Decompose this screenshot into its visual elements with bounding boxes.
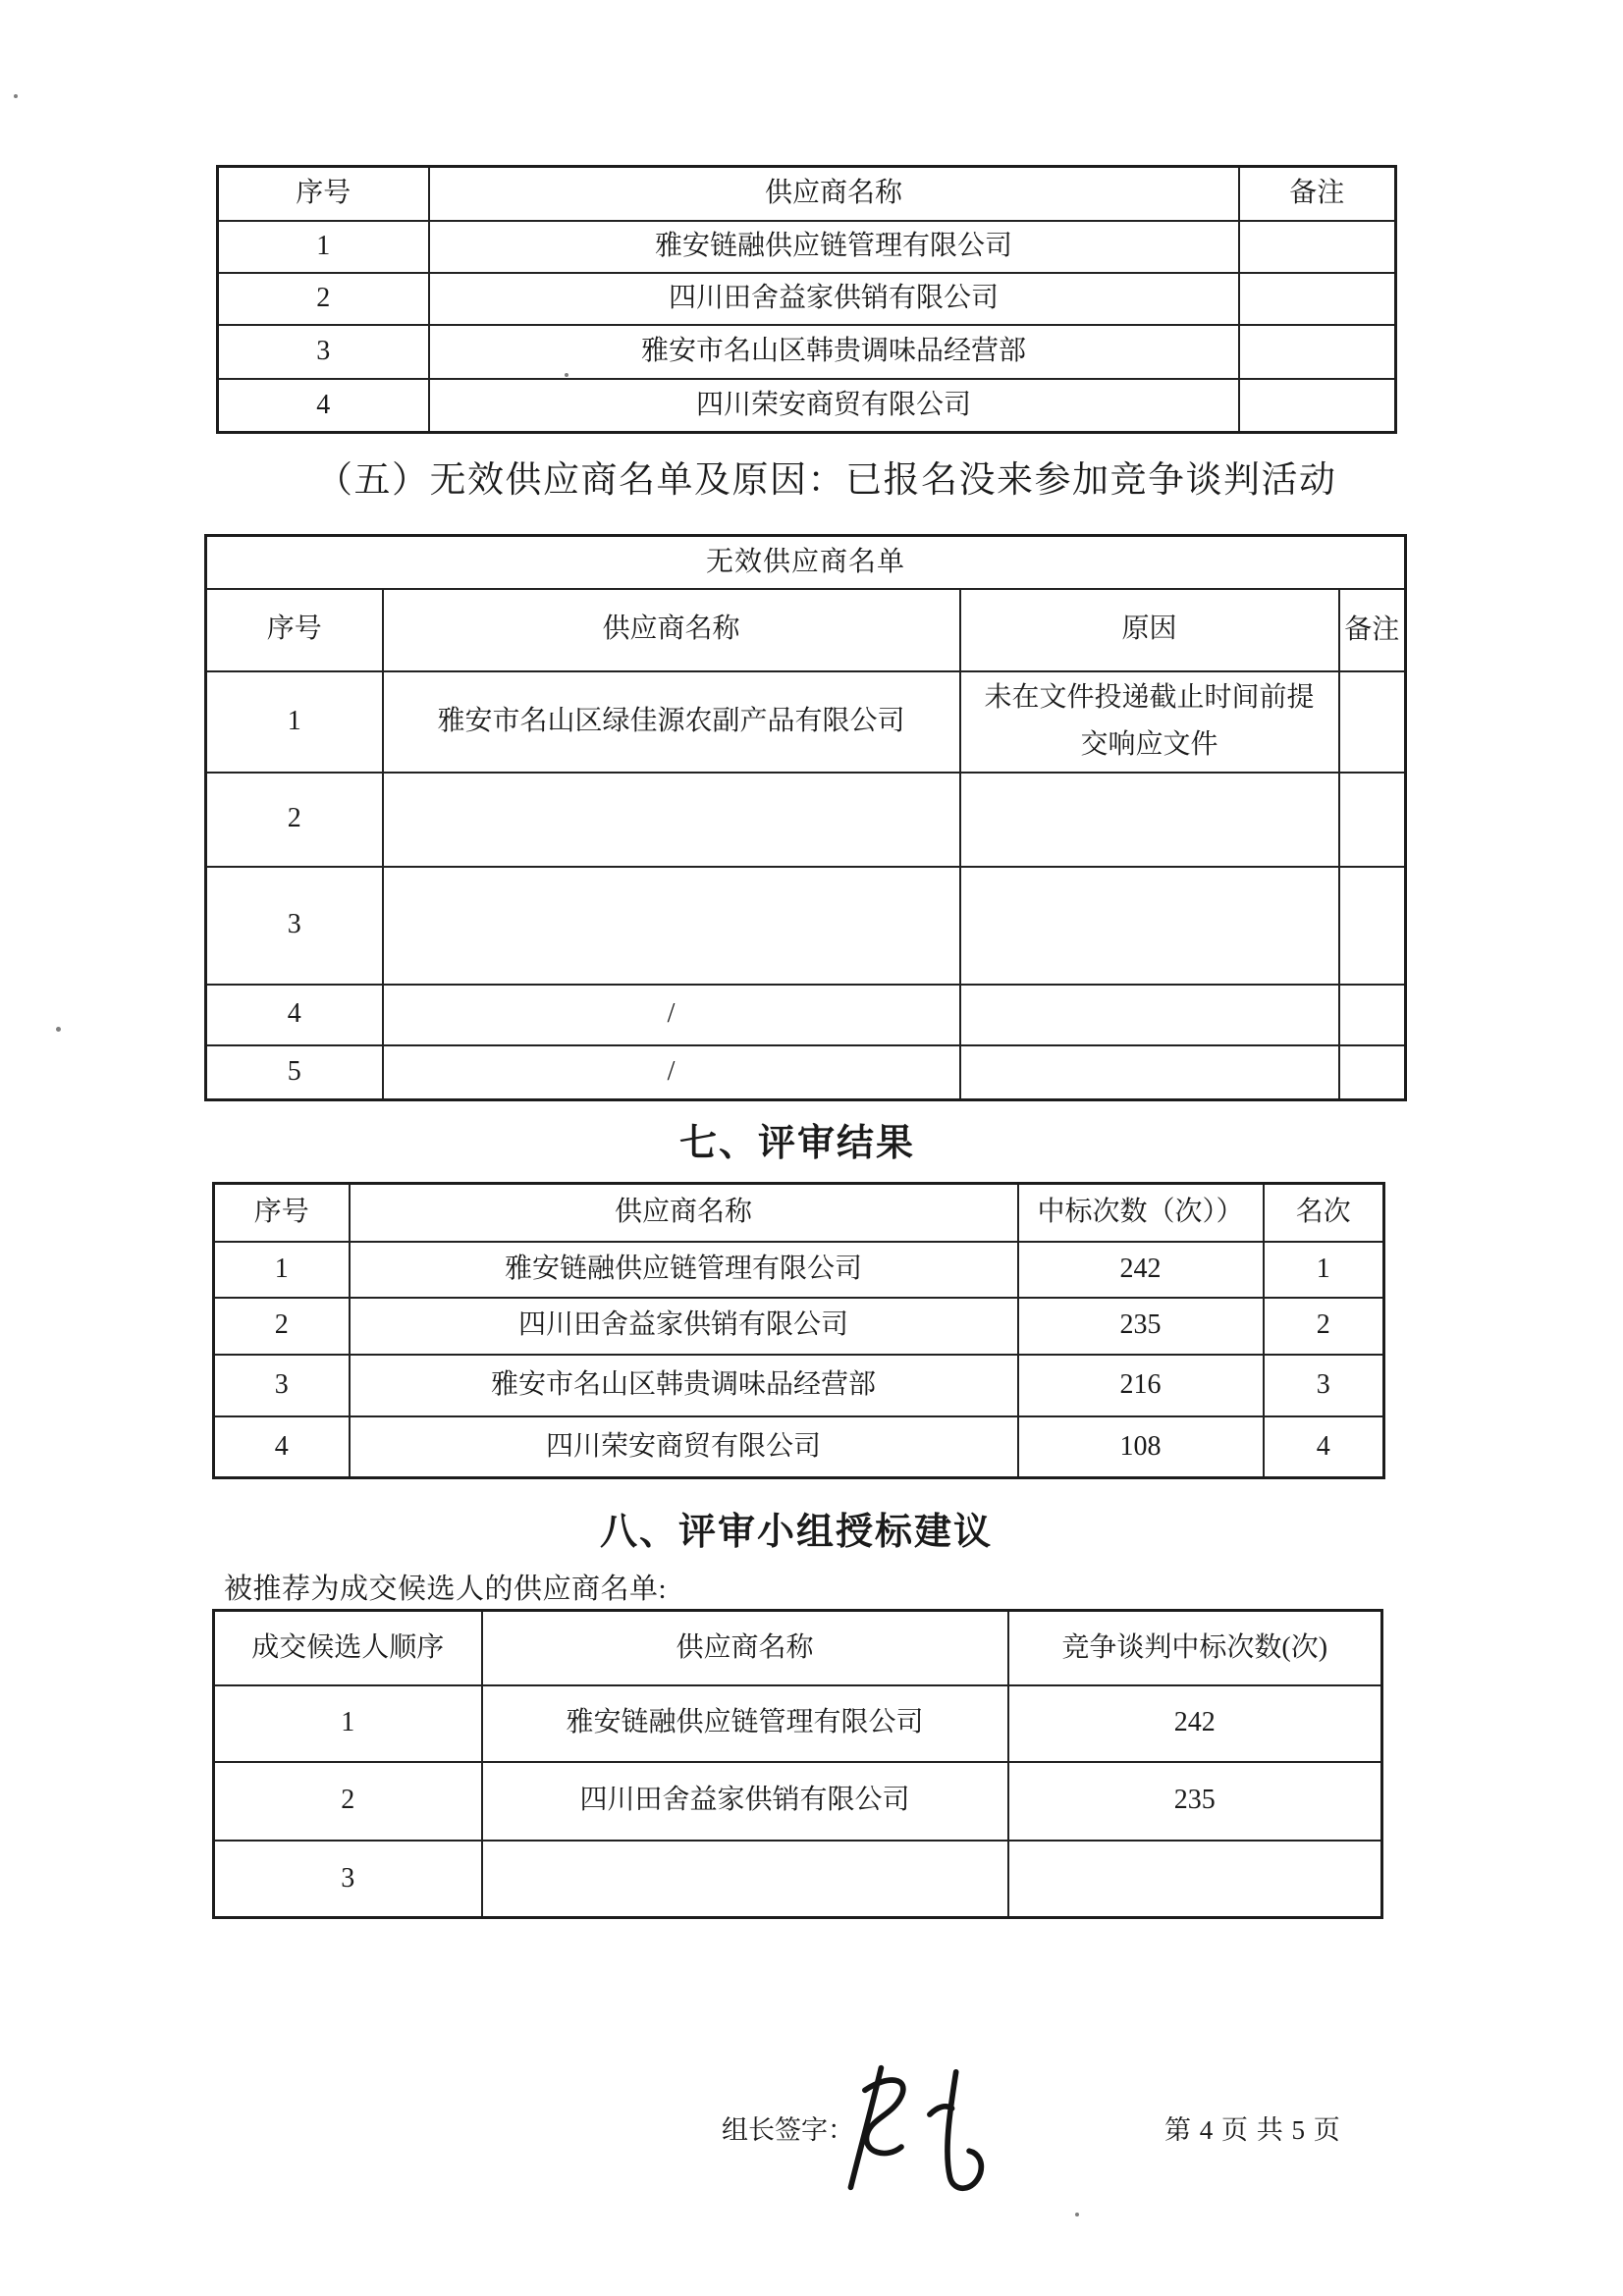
table-cell: 1 (214, 1685, 482, 1762)
table-header-cell: 原因 (960, 589, 1339, 671)
table-row (218, 221, 1396, 273)
suppliers-table (216, 165, 1397, 434)
table-cell: 雅安链融供应链管理有限公司 (350, 1242, 1018, 1298)
table-row (206, 1045, 1406, 1100)
table-cell (383, 867, 960, 985)
table-cell (1008, 1841, 1382, 1918)
scan-speck (14, 94, 18, 98)
section7-heading: 七、评审结果 (678, 1123, 915, 1164)
table-cell: 2 (1264, 1298, 1384, 1355)
table-header-cell: 序号 (206, 589, 383, 671)
invalid-suppliers-table (204, 534, 1407, 1101)
table-header-cell: 中标次数（次）） (1018, 1184, 1264, 1242)
table-cell: 3 (218, 325, 429, 379)
table-cell (1239, 221, 1396, 273)
table-title: 无效供应商名单 (206, 536, 1406, 589)
table-cell: 3 (214, 1841, 482, 1918)
table-header-cell: 供应商名称 (429, 167, 1239, 221)
table-cell: 雅安链融供应链管理有限公司 (482, 1685, 1008, 1762)
leader-signature (837, 2061, 999, 2194)
table-cell (1239, 379, 1396, 433)
table-cell: 242 (1008, 1685, 1382, 1762)
table-cell (1339, 773, 1406, 867)
table-header-cell: 竞争谈判中标次数(次) (1008, 1611, 1382, 1685)
table-cell (1339, 671, 1406, 773)
table-cell: 3 (214, 1355, 350, 1416)
table-header-row (218, 167, 1396, 221)
table-cell (960, 773, 1339, 867)
table-cell: 4 (1264, 1416, 1384, 1478)
table-cell (482, 1841, 1008, 1918)
table-cell: 2 (214, 1762, 482, 1841)
award-recommendation-table (212, 1609, 1383, 1919)
table-header-cell: 供应商名称 (482, 1611, 1008, 1685)
table-header-cell: 备注 (1339, 589, 1406, 671)
table-cell: 四川荣安商贸有限公司 (429, 379, 1239, 433)
table-cell (1239, 273, 1396, 325)
signature-label: 组长签字： (722, 2115, 854, 2145)
table-cell: 235 (1008, 1762, 1382, 1841)
handwritten-signature-icon (837, 2061, 999, 2194)
table-row (214, 1298, 1384, 1355)
scan-speck (56, 1027, 61, 1032)
table-cell: 1 (206, 671, 383, 773)
table-cell: 雅安市名山区绿佳源农副产品有限公司 (383, 671, 960, 773)
table-row (218, 273, 1396, 325)
table-cell: 4 (218, 379, 429, 433)
table-header-cell: 供应商名称 (383, 589, 960, 671)
table-cell: 3 (206, 867, 383, 985)
scan-speck (1075, 2213, 1079, 2216)
scan-speck (565, 373, 568, 377)
table-cell: 2 (214, 1298, 350, 1355)
table-cell: 108 (1018, 1416, 1264, 1478)
review-results-table (212, 1182, 1385, 1479)
table-row (206, 867, 1406, 985)
table-cell (1239, 325, 1396, 379)
table-row (214, 1841, 1382, 1918)
table-cell: / (383, 985, 960, 1045)
recommend-note: 被推荐为成交候选人的供应商名单: (224, 1574, 668, 1605)
table-row (218, 325, 1396, 379)
table-cell: 3 (1264, 1355, 1384, 1416)
table-cell: 雅安市名山区韩贵调味品经营部 (350, 1355, 1018, 1416)
table-cell: 2 (218, 273, 429, 325)
table-cell: 四川荣安商贸有限公司 (350, 1416, 1018, 1478)
table-cell: 1 (218, 221, 429, 273)
table-row (206, 773, 1406, 867)
table-cell (1339, 985, 1406, 1045)
table-cell: 雅安市名山区韩贵调味品经营部 (429, 325, 1239, 379)
table-row (214, 1762, 1382, 1841)
table-row (214, 1242, 1384, 1298)
page-number: 第 4 页 共 5 页 (1164, 2115, 1341, 2145)
table-header-cell: 备注 (1239, 167, 1396, 221)
table-header-cell: 供应商名称 (350, 1184, 1018, 1242)
table-cell: 1 (214, 1242, 350, 1298)
table-cell: 4 (214, 1416, 350, 1478)
table-cell: 四川田舍益家供销有限公司 (482, 1762, 1008, 1841)
table-header-row (214, 1611, 1382, 1685)
table-title-row (206, 536, 1406, 589)
table-row (206, 985, 1406, 1045)
table-row (206, 671, 1406, 773)
table-cell: 4 (206, 985, 383, 1045)
table-cell (1339, 867, 1406, 985)
table-cell: / (383, 1045, 960, 1100)
table-header-row (206, 589, 1406, 671)
table-cell (1339, 1045, 1406, 1100)
table-row (214, 1355, 1384, 1416)
table-cell: 242 (1018, 1242, 1264, 1298)
table-cell: 四川田舍益家供销有限公司 (350, 1298, 1018, 1355)
table-cell: 1 (1264, 1242, 1384, 1298)
table-cell: 2 (206, 773, 383, 867)
table-header-cell: 成交候选人顺序 (214, 1611, 482, 1685)
table-header-cell: 序号 (214, 1184, 350, 1242)
table-cell (960, 985, 1339, 1045)
table-cell: 235 (1018, 1298, 1264, 1355)
table-cell (960, 1045, 1339, 1100)
table-cell (383, 773, 960, 867)
table-cell: 雅安链融供应链管理有限公司 (429, 221, 1239, 273)
section8-heading: 八、评审小组授标建议 (599, 1512, 993, 1553)
table-cell: 216 (1018, 1355, 1264, 1416)
table-cell: 四川田舍益家供销有限公司 (429, 273, 1239, 325)
table-header-row (214, 1184, 1384, 1242)
section5-heading: （五）无效供应商名单及原因：已报名没来参加竞争谈判活动 (316, 460, 1337, 501)
table-row (218, 379, 1396, 433)
table-header-cell: 序号 (218, 167, 429, 221)
table-row (214, 1685, 1382, 1762)
table-header-cell: 名次 (1264, 1184, 1384, 1242)
table-cell (960, 867, 1339, 985)
table-cell: 未在文件投递截止时间前提交响应文件 (960, 671, 1339, 773)
table-row (214, 1416, 1384, 1478)
table-cell: 5 (206, 1045, 383, 1100)
